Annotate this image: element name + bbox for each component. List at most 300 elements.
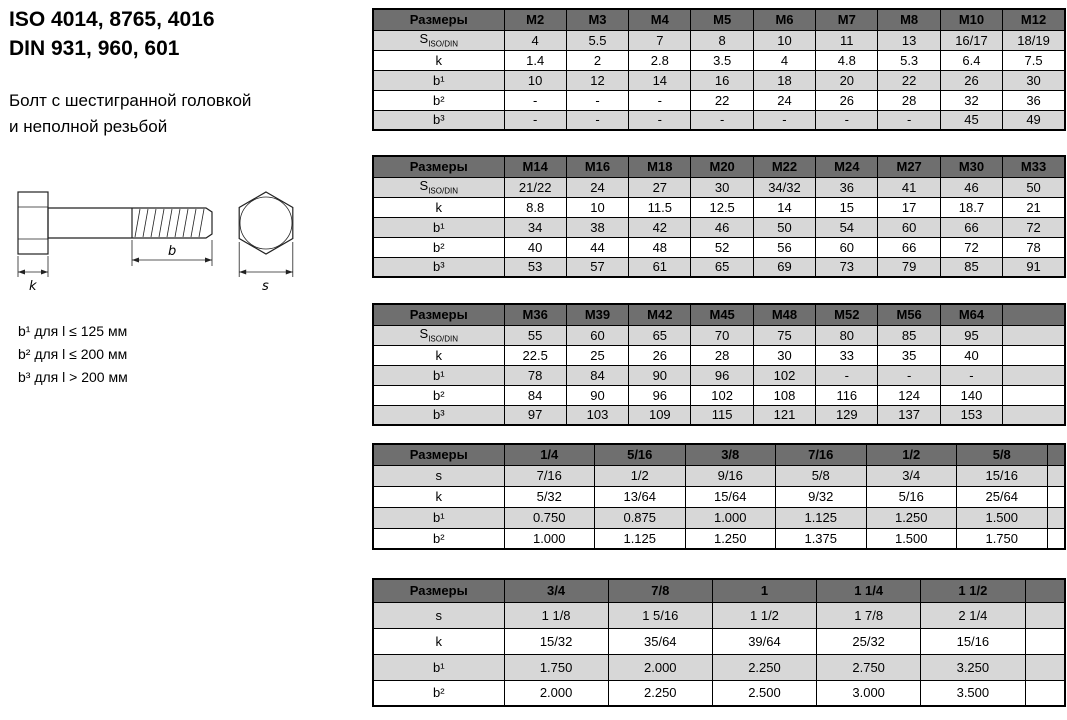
dimension-s-label: s — [262, 279, 269, 294]
value-cell: 48 — [629, 237, 691, 257]
value-cell — [1047, 528, 1065, 549]
din-title: DIN 931, 960, 601 — [9, 37, 180, 60]
value-cell: 1.125 — [595, 528, 686, 549]
value-cell: 1.000 — [685, 507, 776, 528]
value-cell: 25/64 — [957, 486, 1048, 507]
value-cell: 66 — [878, 237, 940, 257]
size-column-header: M5 — [691, 9, 753, 30]
value-cell: 5/16 — [866, 486, 957, 507]
size-column-header: M24 — [816, 156, 878, 177]
value-cell: 21/22 — [504, 177, 566, 197]
value-cell: - — [816, 365, 878, 385]
value-cell: 24 — [753, 90, 815, 110]
value-cell: 103 — [566, 405, 628, 425]
value-cell: 2 1/4 — [921, 602, 1025, 628]
sizes-header: Размеры — [373, 156, 504, 177]
value-cell: 22 — [878, 70, 940, 90]
value-cell: 2 — [566, 50, 628, 70]
description-line1: Болт с шестигранной головкой — [9, 91, 252, 110]
value-cell: 54 — [816, 217, 878, 237]
footnote-b1: b¹ для l ≤ 125 мм — [18, 323, 128, 339]
dimension-k-label: k — [29, 279, 37, 294]
bolt-description — [9, 88, 251, 140]
value-cell: 91 — [1003, 257, 1065, 277]
size-column-header: 1 1/4 — [817, 579, 921, 602]
value-cell: 129 — [816, 405, 878, 425]
value-cell: 61 — [629, 257, 691, 277]
table-row — [373, 365, 1065, 385]
sizes-header: Размеры — [373, 304, 504, 325]
value-cell: 12.5 — [691, 197, 753, 217]
value-cell: 15/64 — [685, 486, 776, 507]
value-cell: 50 — [753, 217, 815, 237]
bolt-drawing-svg — [4, 186, 334, 301]
value-cell: 39/64 — [712, 628, 816, 654]
value-cell — [1047, 486, 1065, 507]
value-cell: 56 — [753, 237, 815, 257]
value-cell — [1003, 325, 1065, 345]
size-column-header: M27 — [878, 156, 940, 177]
dimension-k — [18, 256, 48, 294]
size-column-header: M33 — [1003, 156, 1065, 177]
table-row — [373, 110, 1065, 130]
value-cell: 26 — [629, 345, 691, 365]
value-cell: - — [629, 90, 691, 110]
value-cell: 41 — [878, 177, 940, 197]
value-cell: 5.3 — [878, 50, 940, 70]
row-label: b³ — [373, 110, 504, 130]
header-row — [373, 156, 1065, 177]
value-cell: 28 — [691, 345, 753, 365]
value-cell — [1025, 628, 1065, 654]
table-row — [373, 90, 1065, 110]
row-label: $S_{ISO/DIN}$ — [373, 177, 504, 197]
value-cell: 18 — [753, 70, 815, 90]
table-row — [373, 50, 1065, 70]
table-row — [373, 345, 1065, 365]
table-row — [373, 177, 1065, 197]
value-cell: 95 — [940, 325, 1002, 345]
value-cell: 60 — [878, 217, 940, 237]
size-column-header: M30 — [940, 156, 1002, 177]
value-cell: 5.5 — [566, 30, 628, 50]
value-cell: 96 — [629, 385, 691, 405]
value-cell: 33 — [816, 345, 878, 365]
row-label: b² — [373, 528, 504, 549]
value-cell: 3.000 — [817, 680, 921, 706]
value-cell: 36 — [816, 177, 878, 197]
size-column-header: M3 — [566, 9, 628, 30]
value-cell: 78 — [1003, 237, 1065, 257]
value-cell: 72 — [1003, 217, 1065, 237]
description-line2: и неполной резьбой — [9, 117, 168, 136]
sizes-header: Размеры — [373, 9, 504, 30]
hexagon-outline — [239, 192, 293, 254]
size-column-header: 7/16 — [776, 444, 867, 465]
value-cell: 1.500 — [866, 528, 957, 549]
value-cell: - — [566, 110, 628, 130]
header-row — [373, 444, 1065, 465]
value-cell: 65 — [691, 257, 753, 277]
value-cell: 18/19 — [1003, 30, 1065, 50]
row-label: b² — [373, 385, 504, 405]
size-column-header: M7 — [816, 9, 878, 30]
value-cell: 1 1/2 — [712, 602, 816, 628]
value-cell: 46 — [940, 177, 1002, 197]
value-cell: 9/16 — [685, 465, 776, 486]
value-cell: 2.250 — [712, 654, 816, 680]
value-cell: 6.4 — [940, 50, 1002, 70]
row-label: b³ — [373, 405, 504, 425]
size-column-header: M48 — [753, 304, 815, 325]
size-column-header: 3/4 — [504, 579, 608, 602]
header-row — [373, 9, 1065, 30]
value-cell: 52 — [691, 237, 753, 257]
value-cell: - — [504, 110, 566, 130]
value-cell: 7.5 — [1003, 50, 1065, 70]
value-cell: 42 — [629, 217, 691, 237]
value-cell: 15 — [816, 197, 878, 217]
row-label: b³ — [373, 257, 504, 277]
inch-table-threequarters-to-oneandhalf — [372, 578, 1066, 707]
value-cell: 1.750 — [957, 528, 1048, 549]
value-cell: 102 — [691, 385, 753, 405]
table-row — [373, 70, 1065, 90]
value-cell: 25 — [566, 345, 628, 365]
value-cell: 9/32 — [776, 486, 867, 507]
value-cell: 109 — [629, 405, 691, 425]
size-column-header: M12 — [1003, 9, 1065, 30]
value-cell: 4 — [504, 30, 566, 50]
value-cell: 12 — [566, 70, 628, 90]
sizes-header: Размеры — [373, 444, 504, 465]
size-column-header: 5/16 — [595, 444, 686, 465]
value-cell — [1025, 602, 1065, 628]
value-cell: 60 — [566, 325, 628, 345]
value-cell: 153 — [940, 405, 1002, 425]
value-cell: 10 — [753, 30, 815, 50]
size-column-header: M10 — [940, 9, 1002, 30]
value-cell: 2.8 — [629, 50, 691, 70]
value-cell: 3.5 — [691, 50, 753, 70]
row-label: b¹ — [373, 654, 504, 680]
size-column-header: 7/8 — [608, 579, 712, 602]
value-cell: 2.500 — [712, 680, 816, 706]
value-cell: 60 — [816, 237, 878, 257]
value-cell — [1003, 365, 1065, 385]
size-column-header: M20 — [691, 156, 753, 177]
value-cell — [1047, 465, 1065, 486]
iso-title: ISO 4014, 8765, 4016 — [9, 8, 215, 31]
value-cell: 5/8 — [776, 465, 867, 486]
row-label: k — [373, 50, 504, 70]
footnotes — [18, 320, 128, 389]
dimension-s — [239, 242, 293, 294]
row-label: s — [373, 465, 504, 486]
size-column-header — [1003, 304, 1065, 325]
value-cell: 15/16 — [957, 465, 1048, 486]
value-cell: 14 — [753, 197, 815, 217]
value-cell: 18.7 — [940, 197, 1002, 217]
value-cell: 4 — [753, 50, 815, 70]
table-row — [373, 325, 1065, 345]
value-cell: 4.8 — [816, 50, 878, 70]
value-cell: 1.125 — [776, 507, 867, 528]
value-cell: 0.875 — [595, 507, 686, 528]
table-row — [373, 628, 1065, 654]
value-cell: 2.000 — [504, 680, 608, 706]
size-column-header: M39 — [566, 304, 628, 325]
value-cell: 57 — [566, 257, 628, 277]
row-label: b² — [373, 680, 504, 706]
value-cell: - — [629, 110, 691, 130]
size-column-header: M36 — [504, 304, 566, 325]
standards-title — [9, 5, 215, 63]
value-cell: 90 — [629, 365, 691, 385]
value-cell: 80 — [816, 325, 878, 345]
value-cell: 1.000 — [504, 528, 595, 549]
value-cell — [1025, 680, 1065, 706]
value-cell: 102 — [753, 365, 815, 385]
value-cell: 3.250 — [921, 654, 1025, 680]
table-row — [373, 405, 1065, 425]
size-column-header: 1 1/2 — [921, 579, 1025, 602]
value-cell: 3.500 — [921, 680, 1025, 706]
value-cell: 1.250 — [866, 507, 957, 528]
value-cell: 2.000 — [608, 654, 712, 680]
value-cell: 115 — [691, 405, 753, 425]
table-row — [373, 257, 1065, 277]
row-label: b² — [373, 90, 504, 110]
value-cell: 55 — [504, 325, 566, 345]
value-cell: 85 — [940, 257, 1002, 277]
size-column-header: M56 — [878, 304, 940, 325]
table-row — [373, 486, 1065, 507]
dimension-b-label: b — [168, 244, 177, 259]
row-label: k — [373, 486, 504, 507]
value-cell: 35 — [878, 345, 940, 365]
value-cell: 13/64 — [595, 486, 686, 507]
size-column-header: M8 — [878, 9, 940, 30]
value-cell: 30 — [691, 177, 753, 197]
value-cell: 79 — [878, 257, 940, 277]
value-cell: 36 — [1003, 90, 1065, 110]
table-row — [373, 602, 1065, 628]
value-cell: 97 — [504, 405, 566, 425]
value-cell: - — [878, 110, 940, 130]
value-cell: 17 — [878, 197, 940, 217]
size-column-header: M4 — [629, 9, 691, 30]
metric-table-m36-m64 — [372, 303, 1066, 426]
value-cell: 8 — [691, 30, 753, 50]
value-cell: 30 — [753, 345, 815, 365]
row-label: b¹ — [373, 507, 504, 528]
value-cell: 10 — [566, 197, 628, 217]
bolt-head — [18, 192, 48, 254]
value-cell: 25/32 — [817, 628, 921, 654]
value-cell: 78 — [504, 365, 566, 385]
size-column-header: M64 — [940, 304, 1002, 325]
value-cell: 84 — [504, 385, 566, 405]
value-cell: 15/32 — [504, 628, 608, 654]
size-column-header: M2 — [504, 9, 566, 30]
inscribed-circle — [240, 197, 292, 249]
value-cell: 15/16 — [921, 628, 1025, 654]
value-cell: 90 — [566, 385, 628, 405]
value-cell: 20 — [816, 70, 878, 90]
size-column-header: 1/4 — [504, 444, 595, 465]
row-label: $S_{ISO/DIN}$ — [373, 30, 504, 50]
value-cell: 85 — [878, 325, 940, 345]
row-label: s — [373, 602, 504, 628]
size-column-header — [1025, 579, 1065, 602]
row-label: b¹ — [373, 217, 504, 237]
value-cell: 5/32 — [504, 486, 595, 507]
value-cell: 34 — [504, 217, 566, 237]
value-cell: 1 1/8 — [504, 602, 608, 628]
value-cell: 66 — [940, 217, 1002, 237]
table-row — [373, 30, 1065, 50]
hex-end-view — [239, 192, 293, 254]
row-label: b² — [373, 237, 504, 257]
value-cell: 73 — [816, 257, 878, 277]
value-cell: 26 — [816, 90, 878, 110]
value-cell: 16/17 — [940, 30, 1002, 50]
size-column-header: M18 — [629, 156, 691, 177]
thread-hatching — [135, 209, 204, 237]
value-cell: 27 — [629, 177, 691, 197]
row-label: k — [373, 345, 504, 365]
value-cell: 40 — [940, 345, 1002, 365]
value-cell: 35/64 — [608, 628, 712, 654]
value-cell: 116 — [816, 385, 878, 405]
value-cell: 11 — [816, 30, 878, 50]
row-label: k — [373, 628, 504, 654]
value-cell: 32 — [940, 90, 1002, 110]
dimension-b — [132, 240, 212, 266]
size-column-header: 5/8 — [957, 444, 1048, 465]
value-cell: 2.250 — [608, 680, 712, 706]
row-label: k — [373, 197, 504, 217]
value-cell: - — [504, 90, 566, 110]
size-column-header: 3/8 — [685, 444, 776, 465]
table-row — [373, 385, 1065, 405]
value-cell — [1003, 345, 1065, 365]
value-cell: 38 — [566, 217, 628, 237]
inch-table-quarter-to-fiveeighths — [372, 443, 1066, 550]
value-cell: 84 — [566, 365, 628, 385]
value-cell — [1025, 654, 1065, 680]
value-cell: 1/2 — [595, 465, 686, 486]
metric-table-m2-m12 — [372, 8, 1066, 131]
value-cell: 70 — [691, 325, 753, 345]
size-column-header: M6 — [753, 9, 815, 30]
value-cell: 1.750 — [504, 654, 608, 680]
size-column-header: M16 — [566, 156, 628, 177]
value-cell: 0.750 — [504, 507, 595, 528]
value-cell: 121 — [753, 405, 815, 425]
value-cell: 49 — [1003, 110, 1065, 130]
value-cell: 10 — [504, 70, 566, 90]
size-column-header: M22 — [753, 156, 815, 177]
value-cell: 3/4 — [866, 465, 957, 486]
size-column-header: 1 — [712, 579, 816, 602]
value-cell: 44 — [566, 237, 628, 257]
table-row — [373, 465, 1065, 486]
value-cell: 137 — [878, 405, 940, 425]
value-cell: 46 — [691, 217, 753, 237]
size-column-header: M52 — [816, 304, 878, 325]
value-cell: 96 — [691, 365, 753, 385]
value-cell: - — [566, 90, 628, 110]
value-cell — [1047, 507, 1065, 528]
value-cell: 28 — [878, 90, 940, 110]
value-cell: 45 — [940, 110, 1002, 130]
size-column-header: M45 — [691, 304, 753, 325]
value-cell: - — [878, 365, 940, 385]
value-cell: 1.500 — [957, 507, 1048, 528]
header-row — [373, 579, 1065, 602]
table-row — [373, 237, 1065, 257]
value-cell — [1003, 405, 1065, 425]
value-cell: 30 — [1003, 70, 1065, 90]
value-cell: 75 — [753, 325, 815, 345]
value-cell: 34/32 — [753, 177, 815, 197]
value-cell: - — [816, 110, 878, 130]
value-cell: 1.250 — [685, 528, 776, 549]
value-cell: 1.375 — [776, 528, 867, 549]
row-label: b¹ — [373, 365, 504, 385]
value-cell: 124 — [878, 385, 940, 405]
table-row — [373, 197, 1065, 217]
value-cell: 16 — [691, 70, 753, 90]
value-cell: 14 — [629, 70, 691, 90]
value-cell: 13 — [878, 30, 940, 50]
value-cell: 40 — [504, 237, 566, 257]
value-cell: 1 7/8 — [817, 602, 921, 628]
footnote-b2: b² для l ≤ 200 мм — [18, 346, 128, 362]
row-label: b¹ — [373, 70, 504, 90]
value-cell: 22.5 — [504, 345, 566, 365]
table-row — [373, 217, 1065, 237]
size-column-header: 1/2 — [866, 444, 957, 465]
value-cell: 24 — [566, 177, 628, 197]
table-row — [373, 680, 1065, 706]
size-column-header: M14 — [504, 156, 566, 177]
value-cell: 50 — [1003, 177, 1065, 197]
table-row — [373, 528, 1065, 549]
value-cell: 22 — [691, 90, 753, 110]
value-cell: - — [691, 110, 753, 130]
value-cell: 8.8 — [504, 197, 566, 217]
sizes-header: Размеры — [373, 579, 504, 602]
value-cell: - — [940, 365, 1002, 385]
table-row — [373, 654, 1065, 680]
footnote-b3: b³ для l > 200 мм — [18, 369, 128, 385]
value-cell: 1.4 — [504, 50, 566, 70]
value-cell — [1003, 385, 1065, 405]
table-row — [373, 507, 1065, 528]
size-column-header — [1047, 444, 1065, 465]
size-column-header: M42 — [629, 304, 691, 325]
value-cell: - — [753, 110, 815, 130]
value-cell: 69 — [753, 257, 815, 277]
value-cell: 140 — [940, 385, 1002, 405]
value-cell: 65 — [629, 325, 691, 345]
value-cell: 21 — [1003, 197, 1065, 217]
value-cell: 72 — [940, 237, 1002, 257]
value-cell: 26 — [940, 70, 1002, 90]
